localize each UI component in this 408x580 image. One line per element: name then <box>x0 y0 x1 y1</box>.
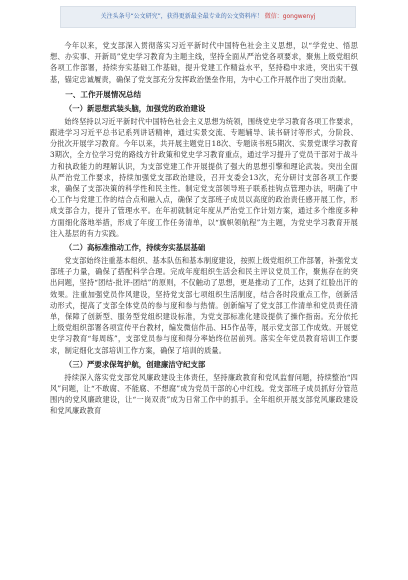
promo-banner <box>60 6 356 28</box>
subsection-body-3: 持续深入落实党支部党风廉政建设主体责任，坚持廉政教育和党风监督问题，持续整治“四风”问题，让“不敢腐、不能腐、不想腐”成为党员干部的心中红线。党支部班子成员抓好分管范围内的党风廉政建设，让“一岗双责”成为日常工作中的抓手。全年组织开展支部党风廉政建设和党风廉政教育 <box>50 372 358 416</box>
promo-banner-text: 关注头条号“公文研究”，获得更新最全最专业的公文资料库！ <box>100 13 263 20</box>
subsection-heading-1: （一）新思想武装头脑，加强党的政治建设 <box>64 103 206 113</box>
promo-banner-contact: 微信：gongwenyj <box>264 13 316 20</box>
section-heading: 一、工作开展情况总结 <box>65 89 142 99</box>
subsection-heading-3: （三）严要求保驾护航，创建廉洁守纪支部 <box>64 359 206 369</box>
intro-paragraph: 今年以来，党支部深入贯彻落实习近平新时代中国特色社会主义思想，以“学党史、悟思想、办实事、开新局”党史学习教育为主题主线，坚持全面从严治党各项要求，聚焦上级党组织各项工作部署，持续夯实基础工作基础，提升党建工作精益水平，坚持稳中求进，突出实干强基，锚定忠诚履责，确保了党支部充分发挥政治堡垒作用，为中心工作开展作出了突出贡献。 <box>50 41 358 84</box>
subsection-body-2: 党支部始终注重基本组织、基本队伍和基本制度建设，按照上级党组织工作部署，补强党支部班子力量，确保了搭配科学合理。完成年度组织生活会和民主评议党员工作，聚焦存在的突出问题，坚持“团结-批评-团结”的原则，不仅触动了思想，更是推动了工作，达到了红脸出汗的效果。注重加强党员作风建设，坚持党支部七项组织生活制度，结合各时段重点工作，创新活动形式，提高了支部全体党员的参与度和参与热情。创新编写了党支部工作清单和党员责任清单，保障了创新型、服务型党组织建设标准，为党支部标准化建设提供了操作指南。充分依托上级党组织部署各项宣传平台教材，编发微信作品、H5作品等，展示党支部工作成效。开展党史学习教育“每周练”，支部党员参与度和得分率始终位居前列。落实全年党员教育培训工作要求，制定细化支部培训工作方案，确保了培训的质量。 <box>50 256 358 355</box>
subsection-body-1: 始终坚持以习近平新时代中国特色社会主义思想为统领，围绕党史学习教育各项工作要求，跟进学习习近平总书记系列讲话精神，通过实景交流、专题辅导、读书研讨等形式，分阶段、分批次开展学习教育。今年以来，共开展主题党日18次、专题读书班5期次、实景党课学习教育3期次，全方位学习党的路线方针政策和党史学习教育重点，通过学习提升了党员干部对于战斗力和执政能力的理解认识，为支部党建工作开展提供了强大的思想引擎和理论武装。突出全面从严治党工作要求，持续加强党支部政治建设，召开支委会13次，充分研讨支部各项工作要求，确保了支部决策的科学性和民主性。制定党支部领导班子联系挂钩点管理办法，明确了中心工作与党建工作的结合点和融入点，确保了支部班子成员以高度的政治责任感开展工作，形成支部合力，提升了管理水平。在年初就制定年度从严治党工作计划方案，通过多个维度多种方面细化落地举措，形成了年度工作任务清单，以“旗帜领航程”为主题，为党史学习教育开展注入基层的有力实践。 <box>50 116 358 238</box>
subsection-heading-2: （二）高标准推动工作，持续夯实基层基础 <box>64 243 206 253</box>
